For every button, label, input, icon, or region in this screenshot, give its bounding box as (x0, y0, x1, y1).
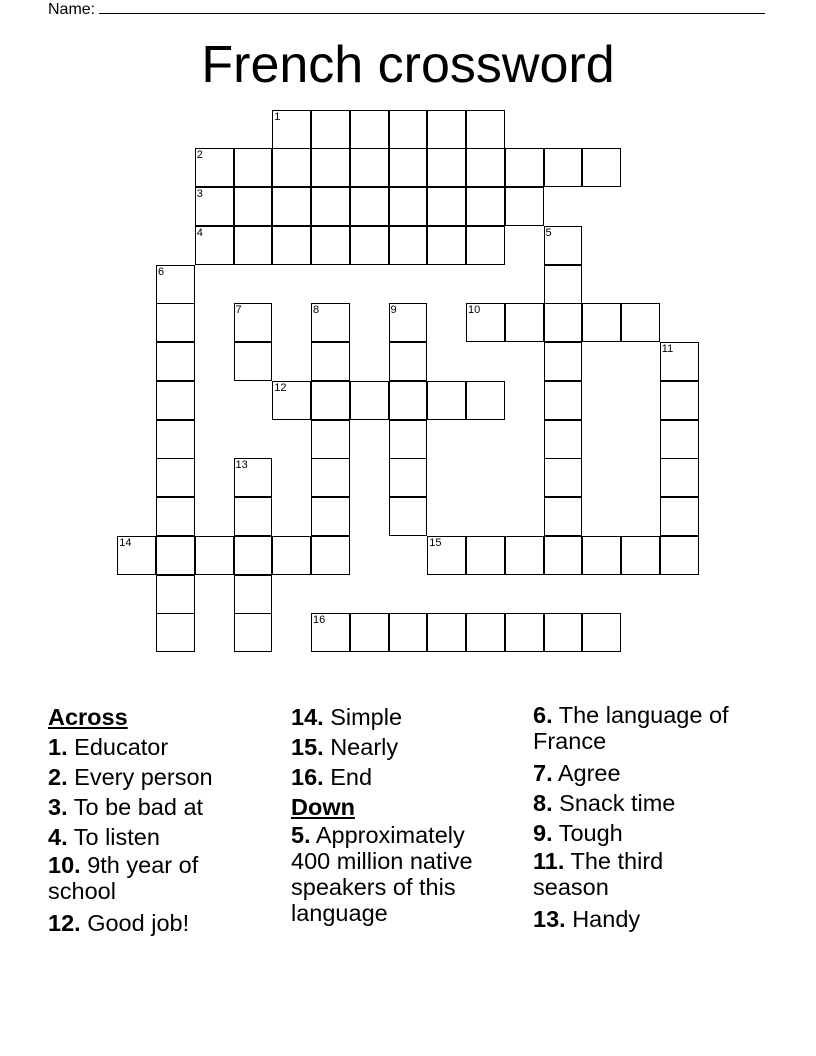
across-clue: 1. Educator (48, 734, 169, 760)
crossword-cell[interactable] (311, 420, 350, 459)
crossword-cell-16[interactable] (311, 613, 350, 652)
crossword-cell[interactable] (234, 187, 273, 226)
crossword-cell[interactable] (389, 226, 428, 265)
crossword-cell[interactable] (544, 381, 583, 420)
across-clue: 4. To listen (48, 824, 160, 850)
crossword-cell-4[interactable] (195, 226, 234, 265)
crossword-cell[interactable] (234, 342, 273, 381)
clue-number: 9 (390, 304, 397, 317)
crossword-cell[interactable] (350, 187, 389, 226)
crossword-cell-9[interactable] (389, 303, 428, 342)
clues-column-2 (291, 702, 516, 930)
crossword-cell-2[interactable] (195, 148, 234, 187)
clues-column-1 (48, 702, 278, 938)
crossword-cell[interactable] (660, 420, 699, 459)
across-heading: Across (48, 704, 128, 730)
crossword-cell-13[interactable] (234, 458, 273, 497)
crossword-cell[interactable] (621, 536, 660, 575)
crossword-cell-6[interactable] (156, 265, 195, 304)
crossword-cell[interactable] (156, 575, 195, 614)
crossword-cell[interactable] (350, 110, 389, 149)
crossword-cell[interactable] (466, 187, 505, 226)
crossword-cell[interactable] (234, 613, 273, 652)
clue-number: 10 (468, 304, 481, 317)
crossword-cell-12[interactable] (272, 381, 311, 420)
crossword-cell[interactable] (350, 613, 389, 652)
crossword-cell-5[interactable] (544, 226, 583, 265)
crossword-cell[interactable] (156, 303, 195, 342)
crossword-cell[interactable] (505, 303, 544, 342)
crossword-cell[interactable] (234, 226, 273, 265)
crossword-cell-7[interactable] (234, 303, 273, 342)
crossword-cell[interactable] (544, 613, 583, 652)
crossword-cell[interactable] (311, 342, 350, 381)
crossword-cell[interactable] (660, 536, 699, 575)
down-heading: Down (291, 794, 355, 820)
crossword-cell[interactable] (156, 342, 195, 381)
crossword-cell[interactable] (505, 613, 544, 652)
crossword-cell[interactable] (272, 187, 311, 226)
down-clue: 11. The third season (533, 848, 664, 900)
down-clue: 6. The language of France (533, 702, 729, 754)
crossword-cell[interactable] (544, 458, 583, 497)
crossword-cell[interactable] (272, 148, 311, 187)
crossword-cell[interactable] (427, 613, 466, 652)
crossword-cell[interactable] (272, 536, 311, 575)
page-title: French crossword (201, 36, 615, 94)
crossword-cell[interactable] (389, 497, 428, 536)
crossword-cell[interactable] (466, 110, 505, 149)
crossword-cell[interactable] (311, 187, 350, 226)
crossword-cell[interactable] (427, 187, 466, 226)
clues-column-3 (533, 702, 773, 934)
across-clue: 3. To be bad at (48, 794, 204, 820)
clue-number: 6 (158, 265, 165, 278)
name-label: Name: (48, 1, 96, 18)
across-clue: 10. 9th year of school (48, 852, 199, 904)
crossword-cell[interactable] (350, 381, 389, 420)
crossword-cell[interactable] (389, 458, 428, 497)
crossword-cell[interactable] (427, 110, 466, 149)
crossword-cell[interactable] (311, 458, 350, 497)
crossword-cell[interactable] (234, 536, 273, 575)
crossword-cell[interactable] (389, 420, 428, 459)
crossword-cell[interactable] (234, 497, 273, 536)
crossword-cell[interactable] (156, 613, 195, 652)
crossword-cell[interactable] (311, 148, 350, 187)
crossword-cell[interactable] (505, 148, 544, 187)
crossword-cell[interactable] (389, 613, 428, 652)
clue-number: 14 (119, 536, 132, 549)
crossword-cell[interactable] (660, 458, 699, 497)
down-clue: 9. Tough (533, 820, 623, 846)
crossword-cell[interactable] (311, 381, 350, 420)
crossword-cell[interactable] (350, 148, 389, 187)
clue-number: 13 (235, 459, 248, 472)
clue-number: 11 (661, 343, 674, 356)
crossword-cell-8[interactable] (311, 303, 350, 342)
crossword-cell-14[interactable] (117, 536, 156, 575)
crossword-cell[interactable] (272, 226, 311, 265)
crossword-cell[interactable] (466, 148, 505, 187)
crossword-cell[interactable] (427, 226, 466, 265)
crossword-cell[interactable] (389, 110, 428, 149)
clue-number: 1 (274, 110, 281, 123)
crossword-cell[interactable] (582, 303, 621, 342)
crossword-cell[interactable] (466, 226, 505, 265)
crossword-cell[interactable] (505, 187, 544, 226)
down-clue: 7. Agree (533, 760, 621, 786)
across-clue: 14. Simple (291, 704, 403, 730)
crossword-cell[interactable] (505, 536, 544, 575)
crossword-cell[interactable] (660, 497, 699, 536)
crossword-cell[interactable] (544, 342, 583, 381)
crossword-cell[interactable] (389, 187, 428, 226)
down-clue: 5. Approximately 400 million native speakers of this language (291, 822, 473, 926)
crossword-cell[interactable] (311, 110, 350, 149)
crossword-cell[interactable] (466, 536, 505, 575)
clue-number: 12 (274, 381, 287, 394)
crossword-cell[interactable] (544, 536, 583, 575)
clue-number: 16 (313, 614, 326, 627)
crossword-cell[interactable] (544, 265, 583, 304)
crossword-cell[interactable] (582, 536, 621, 575)
crossword-cell[interactable] (311, 226, 350, 265)
crossword-cell[interactable] (544, 497, 583, 536)
crossword-cell[interactable] (156, 420, 195, 459)
clue-number: 5 (545, 226, 552, 239)
across-clue: 16. End (291, 764, 373, 790)
crossword-cell[interactable] (466, 613, 505, 652)
crossword-cell-1[interactable] (272, 110, 311, 149)
across-clue: 12. Good job! (48, 910, 190, 936)
crossword-cell-11[interactable] (660, 342, 699, 381)
crossword-cell[interactable] (427, 381, 466, 420)
clue-number: 4 (196, 226, 203, 239)
across-clue: 15. Nearly (291, 734, 399, 760)
clue-number: 8 (313, 304, 320, 317)
crossword-cell[interactable] (311, 536, 350, 575)
crossword-cell[interactable] (156, 458, 195, 497)
crossword-cell[interactable] (156, 536, 195, 575)
crossword-cell[interactable] (234, 148, 273, 187)
crossword-cell[interactable] (389, 148, 428, 187)
clue-number: 2 (196, 149, 203, 162)
clue-number: 7 (235, 304, 242, 317)
crossword-cell[interactable] (544, 148, 583, 187)
crossword-cell[interactable] (156, 381, 195, 420)
clue-number: 15 (429, 536, 442, 549)
crossword-cell[interactable] (389, 342, 428, 381)
down-clue: 8. Snack time (533, 790, 676, 816)
crossword-cell[interactable] (427, 148, 466, 187)
crossword-cell[interactable] (156, 497, 195, 536)
crossword-cell[interactable] (466, 381, 505, 420)
crossword-cell[interactable] (234, 575, 273, 614)
down-clue: 13. Handy (533, 906, 641, 932)
crossword-cell[interactable] (582, 148, 621, 187)
crossword-cell[interactable] (544, 303, 583, 342)
crossword-cell-10[interactable] (466, 303, 505, 342)
crossword-cell[interactable] (582, 613, 621, 652)
crossword-cell[interactable] (311, 497, 350, 536)
crossword-cell[interactable] (195, 536, 234, 575)
crossword-cell-15[interactable] (427, 536, 466, 575)
crossword-cell[interactable] (350, 226, 389, 265)
crossword-cell[interactable] (389, 381, 428, 420)
crossword-cell-3[interactable] (195, 187, 234, 226)
across-clue: 2. Every person (48, 764, 213, 790)
crossword-cell[interactable] (660, 381, 699, 420)
crossword-cell[interactable] (621, 303, 660, 342)
clue-number: 3 (196, 188, 203, 201)
crossword-cell[interactable] (544, 420, 583, 459)
